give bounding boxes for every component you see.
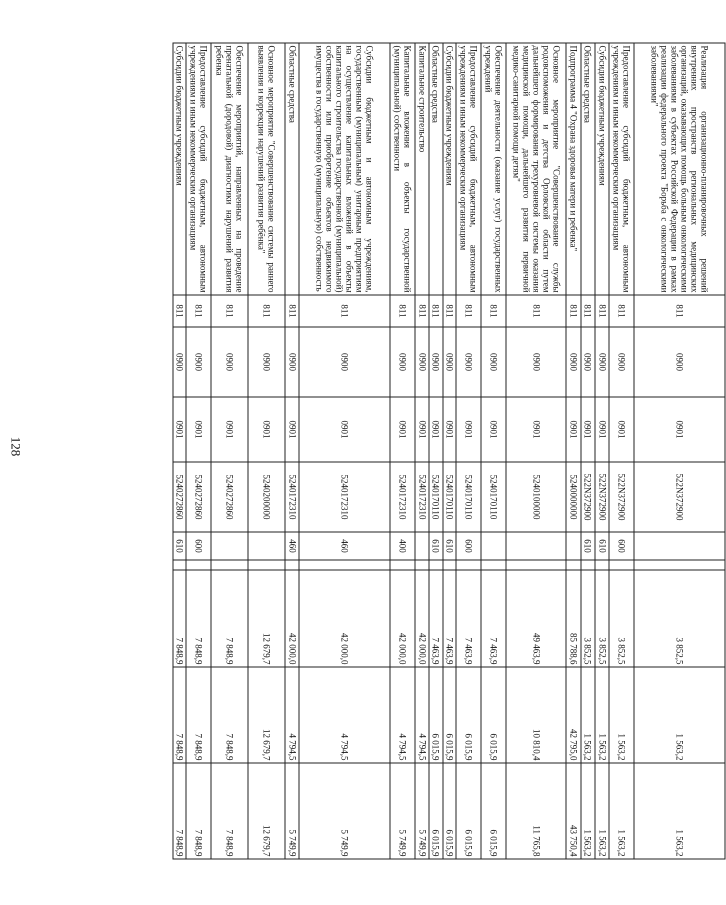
cell-section-code: 0900 [390,327,415,397]
table-row [186,43,211,859]
cell-narrow [595,560,609,570]
cell-amount-year-2: 6 015,9 [456,667,481,763]
cell-ministry-code: 811 [581,295,595,327]
cell-ministry-code: 811 [506,295,567,327]
cell-target-article: 5240100000 [506,462,567,532]
cell-section-code: 0900 [566,327,580,397]
cell-amount-year-1: 42 000,0 [415,570,429,667]
cell-amount-year-3: 5 749,9 [299,763,390,859]
cell-section-code: 0900 [429,327,442,397]
cell-amount-year-2: 12 679,7 [248,667,285,763]
cell-ministry-code: 811 [609,295,634,327]
cell-amount-year-3: 12 679,7 [248,763,285,859]
cell-subsection-code: 0901 [456,397,481,462]
table-row [443,43,456,859]
cell-amount-year-2: 1 563,2 [609,667,634,763]
table-row [173,43,186,859]
cell-name: Основное мероприятие "Совершенствование системы раннего выявления и коррекции нарушений развития ребёнка" [248,43,285,295]
cell-narrow [415,560,429,570]
cell-expense-type [506,532,567,560]
table-row [609,43,634,859]
table-row [595,43,609,859]
cell-subsection-code: 0901 [506,397,567,462]
cell-amount-year-1: 85 788,6 [566,570,580,667]
cell-narrow [299,560,390,570]
cell-amount-year-2: 4 794,5 [415,667,429,763]
cell-amount-year-2: 4 794,5 [285,667,299,763]
cell-ministry-code: 811 [481,295,506,327]
cell-section-code: 0900 [634,327,725,397]
cell-target-article: 5240170110 [429,462,442,532]
cell-expense-type: 600 [186,532,211,560]
cell-section-code: 0900 [173,327,186,397]
cell-name: Предоставление субсидий бюджетным, автономным учреждениям и иным некоммерческим организациям [186,43,211,295]
cell-expense-type [415,532,429,560]
cell-amount-year-1: 42 000,0 [390,570,415,667]
cell-target-article: 5240170110 [443,462,456,532]
cell-amount-year-3: 1 563,2 [609,763,634,859]
cell-target-article: 522N372900 [634,462,725,532]
cell-target-article: 5240200000 [248,462,285,532]
cell-name: Субсидии бюджетным учреждениям [173,43,186,295]
cell-name: Областные средства [429,43,442,295]
cell-amount-year-2: 4 794,5 [390,667,415,763]
cell-name: Областные средства [581,43,595,295]
cell-expense-type: 610 [581,532,595,560]
cell-narrow [248,560,285,570]
cell-amount-year-1: 7 848,9 [211,570,248,667]
cell-ministry-code: 811 [634,295,725,327]
cell-ministry-code: 811 [595,295,609,327]
cell-section-code: 0900 [456,327,481,397]
cell-narrow [481,560,506,570]
cell-narrow [634,560,725,570]
budget-table [173,43,726,860]
cell-subsection-code: 0901 [285,397,299,462]
cell-section-code: 0900 [506,327,567,397]
cell-amount-year-2: 7 848,9 [211,667,248,763]
cell-ministry-code: 811 [429,295,442,327]
cell-name: Областные средства [285,43,299,295]
cell-amount-year-2: 6 015,9 [443,667,456,763]
cell-amount-year-1: 12 679,7 [248,570,285,667]
cell-amount-year-1: 7 848,9 [186,570,211,667]
table-row [506,43,567,859]
cell-section-code: 0900 [609,327,634,397]
table-row [285,43,299,859]
cell-target-article: 5240272860 [211,462,248,532]
cell-amount-year-3: 11 765,8 [506,763,567,859]
cell-subsection-code: 0901 [443,397,456,462]
cell-amount-year-2: 1 563,2 [634,667,725,763]
table-row [390,43,415,859]
cell-target-article: 5240000000 [566,462,580,532]
table-row [481,43,506,859]
cell-amount-year-1: 7 463,9 [429,570,442,667]
cell-name: Субсидии бюджетным и автономным учреждениям, государственным (муниципальным) унитарным предприятиям на осуществление капитальных вложений в объекты капитального строительства государственной (муниципальной) собственности или приобретение объектов недвижимого имущества в государственную (муниципальную) собственность [299,43,390,295]
cell-amount-year-3: 6 015,9 [429,763,442,859]
cell-subsection-code: 0901 [390,397,415,462]
cell-subsection-code: 0901 [173,397,186,462]
cell-amount-year-3: 6 015,9 [443,763,456,859]
cell-target-article: 522N372900 [595,462,609,532]
cell-subsection-code: 0901 [595,397,609,462]
cell-section-code: 0900 [443,327,456,397]
cell-target-article: 5240170110 [481,462,506,532]
cell-target-article: 522N372900 [581,462,595,532]
cell-amount-year-3: 1 563,2 [595,763,609,859]
cell-amount-year-3: 1 563,2 [634,763,725,859]
table-body [173,43,725,859]
cell-narrow [390,560,415,570]
cell-subsection-code: 0901 [566,397,580,462]
cell-target-article: 5240172310 [415,462,429,532]
cell-name: Основное мероприятие "Совершенствование службы родовспоможения и детства Орловской области путем дальнейшего формирования трехуровневой системы оказания медицинской помощи, дальнейшего развития первичной медико-санитарной помощи детям" [506,43,567,295]
cell-section-code: 0900 [481,327,506,397]
cell-amount-year-3: 6 015,9 [481,763,506,859]
cell-amount-year-2: 6 015,9 [429,667,442,763]
cell-subsection-code: 0901 [299,397,390,462]
cell-name: Капитальные вложения в объекты государственной (муниципальной) собственности [390,43,415,295]
cell-amount-year-2: 6 015,9 [481,667,506,763]
cell-expense-type [248,532,285,560]
cell-name: Обеспечение деятельности (оказание услуг) государственных учреждений [481,43,506,295]
cell-amount-year-1: 3 852,5 [609,570,634,667]
cell-section-code: 0900 [581,327,595,397]
cell-target-article: 5240172310 [299,462,390,532]
cell-amount-year-3: 1 563,2 [581,763,595,859]
cell-expense-type: 600 [609,532,634,560]
cell-amount-year-1: 42 000,0 [299,570,390,667]
table-row [211,43,248,859]
cell-section-code: 0900 [211,327,248,397]
cell-amount-year-1: 7 463,9 [456,570,481,667]
cell-ministry-code: 811 [415,295,429,327]
cell-expense-type: 460 [285,532,299,560]
cell-amount-year-1: 49 463,9 [506,570,567,667]
cell-expense-type [566,532,580,560]
cell-subsection-code: 0901 [609,397,634,462]
cell-expense-type: 400 [390,532,415,560]
cell-expense-type: 600 [456,532,481,560]
cell-amount-year-2: 10 810,4 [506,667,567,763]
cell-ministry-code: 811 [173,295,186,327]
cell-expense-type [634,532,725,560]
cell-expense-type [211,532,248,560]
cell-subsection-code: 0901 [429,397,442,462]
cell-name: Обеспечение мероприятий, направленных на проведение пренатальной (дородовой) диагностики нарушений развития ребенка [211,43,248,295]
cell-narrow [566,560,580,570]
cell-narrow [581,560,595,570]
cell-target-article: 5240170110 [456,462,481,532]
table-row [634,43,725,859]
cell-amount-year-2: 42 795,0 [566,667,580,763]
table-row [456,43,481,859]
cell-name: Субсидии бюджетным учреждениям [443,43,456,295]
cell-ministry-code: 811 [186,295,211,327]
cell-subsection-code: 0901 [581,397,595,462]
cell-amount-year-1: 3 852,5 [595,570,609,667]
cell-expense-type [481,532,506,560]
cell-name: Субсидии бюджетным учреждениям [595,43,609,295]
cell-name: Предоставление субсидий бюджетным, автономным учреждениям и иным некоммерческим организациям [456,43,481,295]
cell-amount-year-3: 43 750,4 [566,763,580,859]
cell-amount-year-2: 1 563,2 [581,667,595,763]
cell-amount-year-1: 7 463,9 [443,570,456,667]
cell-amount-year-1: 42 000,0 [285,570,299,667]
cell-target-article: 5240172310 [390,462,415,532]
cell-ministry-code: 811 [456,295,481,327]
cell-narrow [443,560,456,570]
cell-subsection-code: 0901 [186,397,211,462]
cell-amount-year-3: 5 749,9 [415,763,429,859]
cell-expense-type: 610 [595,532,609,560]
cell-narrow [285,560,299,570]
cell-narrow [609,560,634,570]
cell-amount-year-3: 5 749,9 [390,763,415,859]
cell-narrow [211,560,248,570]
cell-narrow [186,560,211,570]
cell-expense-type: 460 [299,532,390,560]
table-row [581,43,595,859]
cell-name: Подпрограмма 4 "Охрана здоровья матери и ребенка" [566,43,580,295]
cell-narrow [173,560,186,570]
cell-ministry-code: 811 [566,295,580,327]
cell-section-code: 0900 [415,327,429,397]
cell-expense-type: 610 [173,532,186,560]
cell-amount-year-1: 7 848,9 [173,570,186,667]
cell-ministry-code: 811 [443,295,456,327]
cell-expense-type: 610 [429,532,442,560]
cell-target-article: 5240272860 [186,462,211,532]
cell-amount-year-3: 7 848,9 [173,763,186,859]
table-row [248,43,285,859]
cell-section-code: 0900 [595,327,609,397]
cell-ministry-code: 811 [285,295,299,327]
cell-ministry-code: 811 [299,295,390,327]
cell-subsection-code: 0901 [211,397,248,462]
cell-amount-year-3: 7 848,9 [186,763,211,859]
cell-amount-year-3: 5 749,9 [285,763,299,859]
cell-name: Предоставление субсидий бюджетным, автономным учреждениям и иным некоммерческим организациям [609,43,634,295]
table-row [415,43,429,859]
cell-target-article: 522N372900 [609,462,634,532]
cell-section-code: 0900 [285,327,299,397]
cell-amount-year-2: 7 848,9 [186,667,211,763]
cell-ministry-code: 811 [211,295,248,327]
cell-target-article: 5240272860 [173,462,186,532]
cell-subsection-code: 0901 [481,397,506,462]
cell-target-article: 5240172310 [285,462,299,532]
cell-ministry-code: 811 [390,295,415,327]
cell-expense-type: 610 [443,532,456,560]
cell-subsection-code: 0901 [415,397,429,462]
page-number: 128 [8,436,24,457]
cell-ministry-code: 811 [248,295,285,327]
cell-narrow [506,560,567,570]
table-row [429,43,442,859]
cell-name: Реализация организационно-планировочных решений внутренних пространств региональных медицинских организаций, оказывающих помощь больным онкологическими заболеваниями в субъектах Российской Федерации в рамках реализации федерального проекта "Борьба с онкологическими заболеваниями" [634,43,725,295]
budget-table-rotated [173,43,726,859]
cell-narrow [429,560,442,570]
cell-amount-year-1: 3 852,5 [634,570,725,667]
cell-narrow [456,560,481,570]
cell-amount-year-1: 3 852,5 [581,570,595,667]
cell-section-code: 0900 [186,327,211,397]
cell-amount-year-2: 1 563,2 [595,667,609,763]
cell-amount-year-1: 7 463,9 [481,570,506,667]
cell-section-code: 0900 [299,327,390,397]
cell-subsection-code: 0901 [248,397,285,462]
cell-amount-year-3: 6 015,9 [456,763,481,859]
cell-amount-year-2: 7 848,9 [173,667,186,763]
table-row [566,43,580,859]
cell-subsection-code: 0901 [634,397,725,462]
cell-name: Капитальное строительство [415,43,429,295]
cell-amount-year-3: 7 848,9 [211,763,248,859]
cell-section-code: 0900 [248,327,285,397]
cell-amount-year-2: 4 794,5 [299,667,390,763]
table-row [299,43,390,859]
